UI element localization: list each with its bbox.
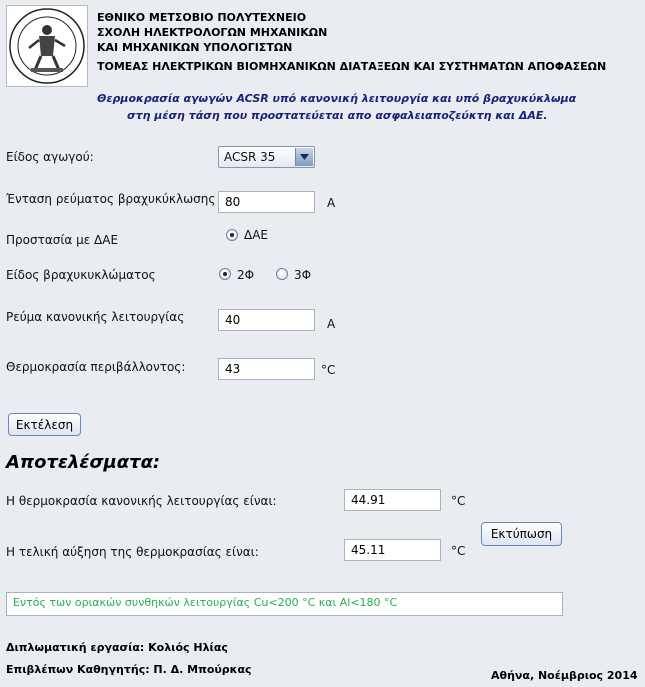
supervisor-credit: Επιβλέπων Καθηγητής: Π. Δ. Μπούρκας	[6, 663, 252, 676]
sc-current-input[interactable]	[218, 191, 315, 213]
final-rise-label: Η τελική αύξηση της θερμοκρασίας είναι:	[6, 545, 259, 559]
ambient-temp-input[interactable]	[218, 358, 315, 380]
ambient-temp-label: Θερμοκρασία περιβάλλοντος:	[6, 360, 186, 374]
university-seal-icon	[7, 6, 87, 86]
sc-current-label: Ένταση ρεύματος βραχυκύκλωσης	[6, 192, 216, 206]
run-button[interactable]: Εκτέλεση	[8, 413, 81, 436]
fault-3ph-radio[interactable]	[276, 268, 288, 280]
normal-temp-output[interactable]	[344, 489, 441, 511]
print-button[interactable]: Εκτύπωση	[481, 522, 562, 546]
final-rise-output[interactable]	[344, 539, 441, 561]
protection-dae-radio[interactable]	[226, 229, 238, 241]
normal-current-unit: A	[327, 317, 336, 331]
fault-3ph-option[interactable]: 3Φ	[294, 268, 312, 282]
normal-temp-unit: °C	[451, 494, 466, 508]
fault-type-label: Είδος βραχυκυκλώματος	[6, 268, 156, 282]
conductor-type-label: Είδος αγωγού:	[6, 150, 94, 164]
protection-label: Προστασία με ΔΑΕ	[6, 233, 119, 247]
results-title: Αποτελέσματα:	[6, 452, 161, 473]
conductor-type-value: ACSR 35	[224, 150, 276, 164]
header-line-3: ΚΑΙ ΜΗΧΑΝΙΚΩΝ ΥΠΟΛΟΓΙΣΤΩΝ	[97, 41, 293, 54]
place-date: Αθήνα, Νοέμβριος 2014	[491, 669, 638, 682]
final-rise-unit: °C	[451, 544, 466, 558]
university-logo	[6, 5, 88, 87]
sc-current-unit: A	[327, 196, 336, 210]
normal-current-input[interactable]	[218, 309, 315, 331]
ambient-temp-unit: °C	[321, 363, 336, 377]
subtitle-line-2: στη μέση τάση που προστατεύεται απο ασφαλειαποζεύκτη και ΔΑΕ.	[127, 109, 548, 122]
chevron-down-icon[interactable]	[295, 148, 313, 166]
fault-2ph-radio[interactable]	[219, 268, 231, 280]
conductor-type-select[interactable]	[218, 146, 315, 168]
fault-2ph-option[interactable]: 2Φ	[237, 268, 255, 282]
normal-current-label: Ρεύμα κανονικής λειτουργίας	[6, 310, 185, 324]
header-line-1: ΕΘΝΙΚΟ ΜΕΤΣΟΒΙΟ ΠΟΛΥΤΕΧΝΕΙΟ	[97, 11, 307, 24]
header-line-4: ΤΟΜΕΑΣ ΗΛΕΚΤΡΙΚΩΝ ΒΙΟΜΗΧΑΝΙΚΩΝ ΔΙΑΤΑΞΕΩΝ ΚΑΙ ΣΥΣΤΗΜΑΤΩΝ ΑΠΟΦΑΣΕΩΝ	[97, 60, 607, 73]
header-line-2: ΣΧΟΛΗ ΗΛΕΚΤΡΟΛΟΓΩΝ ΜΗΧΑΝΙΚΩΝ	[97, 26, 328, 39]
thesis-credit: Διπλωματική εργασία: Κολιός Ηλίας	[6, 641, 228, 654]
subtitle-line-1: Θερμοκρασία αγωγών ACSR υπό κανονική λειτουργία και υπό βραχυκύκλωμα	[97, 92, 577, 105]
protection-dae-option[interactable]: ΔΑΕ	[244, 228, 268, 242]
normal-temp-label: Η θερμοκρασία κανονικής λειτουργίας είναι:	[6, 494, 277, 508]
status-message: Εντός των οριακών συνθηκών λειτουργίας Cu<200 °C και Al<180 °C	[6, 592, 563, 616]
